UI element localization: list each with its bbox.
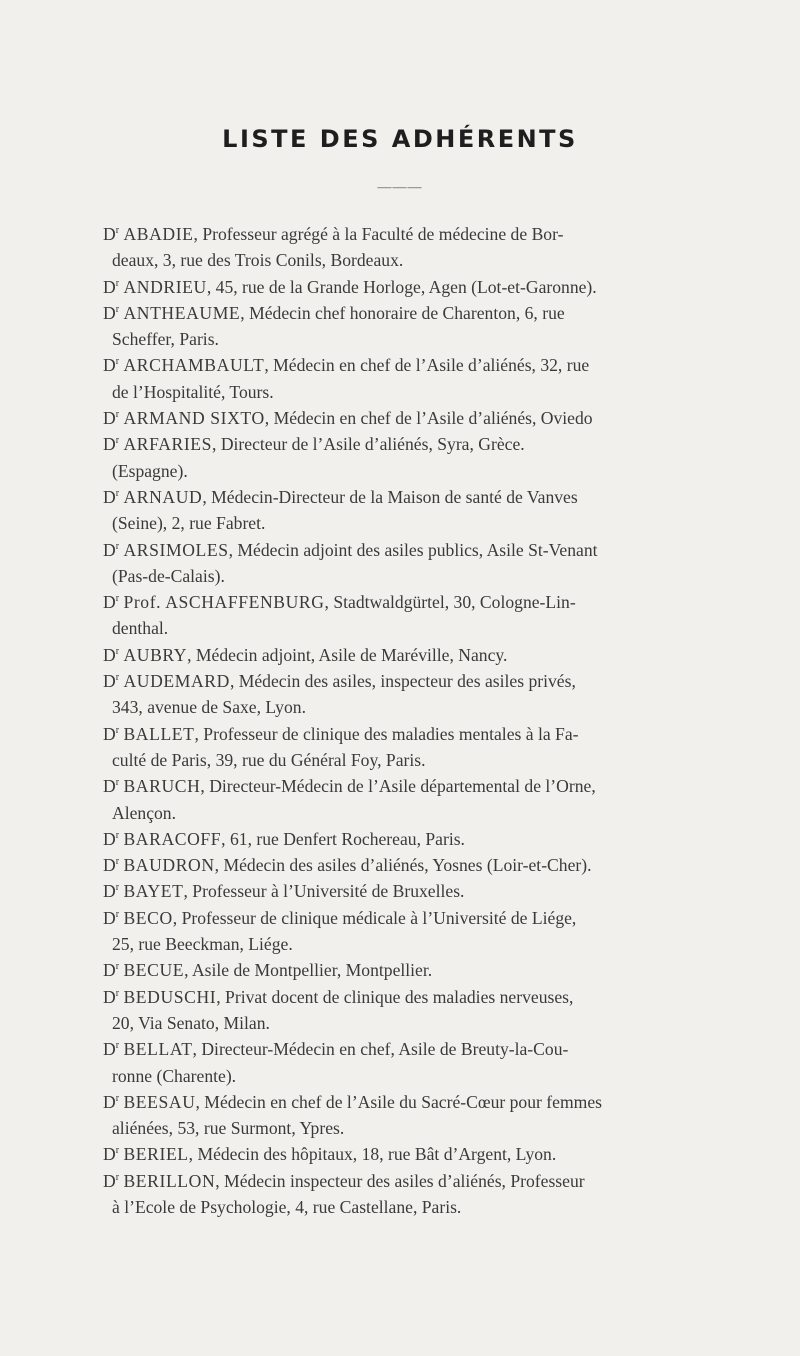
adherent-name: ARMAND SIXTO <box>123 408 265 429</box>
title-prefix: $D^r$ <box>103 355 120 376</box>
adherent-details: , Médecin des asiles d’aliénés, Yosnes (Loir-et-Cher). <box>214 855 592 876</box>
adherent-details: , Professeur de clinique des maladies mentales à la Fa- <box>194 723 579 744</box>
adherent-details: , Médecin en chef de l’Asile d’aliénés, 32, rue <box>264 355 590 376</box>
list-item <box>103 905 736 958</box>
adherent-name: Prof. ASCHAFFENBURG <box>123 592 325 613</box>
list-item <box>103 537 736 590</box>
adherent-name: BECUE <box>123 960 185 981</box>
list-item <box>103 1089 736 1142</box>
adherent-name: ARNAUD <box>123 486 203 507</box>
adherent-name: AUDEMARD <box>123 671 230 692</box>
adherent-details: , 61, rue Denfert Rochereau, Paris. <box>221 828 465 849</box>
adherent-details-continued: à l’Ecole de Psychologie, 4, rue Castellane, Paris. <box>112 1196 462 1217</box>
adherent-details: , Privat docent de clinique des maladies nerveuses, <box>216 986 574 1007</box>
adherent-details-continued: de l’Hospitalité, Tours. <box>112 381 274 402</box>
adherent-name: BELLAT <box>123 1039 193 1060</box>
adherent-details-continued: (Pas-de-Calais). <box>112 565 225 586</box>
adherent-details-continued: ronne (Charente). <box>112 1065 237 1086</box>
list-item <box>103 878 736 904</box>
title-prefix: $D^r$ <box>103 644 120 665</box>
list-item <box>103 984 736 1037</box>
adherent-name: BAUDRON <box>123 855 215 876</box>
adherent-details: , Médecin chef honoraire de Charenton, 6, rue <box>240 302 565 323</box>
adherents-list <box>103 221 736 1220</box>
list-item <box>103 642 736 668</box>
adherent-name: ARCHAMBAULT <box>123 355 265 376</box>
list-item <box>103 300 736 353</box>
title-prefix: $D^r$ <box>103 960 120 981</box>
title-prefix: $D^r$ <box>103 1170 120 1191</box>
adherent-details: , Directeur-Médecin de l’Asile départemental de l’Orne, <box>200 776 596 797</box>
adherent-details-continued: (Espagne). <box>112 460 188 481</box>
title-prefix: $D^r$ <box>103 434 120 455</box>
adherent-details: , Professeur agrégé à la Faculté de médecine de Bor- <box>193 224 564 244</box>
adherent-name: ARFARIES <box>123 434 213 455</box>
adherent-name: AUBRY <box>123 644 188 665</box>
adherent-details: , Professeur de clinique médicale à l’Université de Liége, <box>172 907 577 928</box>
adherent-details-continued: 25, rue Beeckman, Liége. <box>112 934 293 955</box>
list-item <box>103 852 736 878</box>
list-item <box>103 773 736 826</box>
list-item <box>103 1168 736 1221</box>
adherent-details: , Médecin en chef de l’Asile d’aliénés, Oviedo <box>264 408 593 429</box>
adherent-name: BEESAU <box>123 1091 196 1112</box>
adherent-details-continued: culté de Paris, 39, rue du Général Foy, Paris. <box>112 749 426 770</box>
adherent-name: ABADIE <box>123 224 194 244</box>
adherent-name: BEDUSCHI <box>123 986 217 1007</box>
adherent-details: , Médecin des hôpitaux, 18, rue Bât d’Argent, Lyon. <box>188 1144 557 1165</box>
adherent-name: BARACOFF <box>123 828 222 849</box>
list-item <box>103 589 736 642</box>
adherent-details: , Médecin des asiles, inspecteur des asiles privés, <box>229 671 576 692</box>
title-prefix: $D^r$ <box>103 776 120 797</box>
list-item <box>103 668 736 721</box>
title-prefix: $D^r$ <box>103 671 120 692</box>
list-item <box>103 826 736 852</box>
adherent-details: , Médecin adjoint des asiles publics, Asile St-Venant <box>228 539 598 560</box>
title-prefix: $D^r$ <box>103 1039 120 1060</box>
adherent-details: , Asile de Montpellier, Montpellier. <box>184 960 433 981</box>
list-item <box>103 405 736 431</box>
adherent-details: , Médecin adjoint, Asile de Maréville, Nancy. <box>187 644 508 665</box>
adherent-details: , Professeur à l’Université de Bruxelles. <box>183 881 465 902</box>
title-prefix: $D^r$ <box>103 1144 120 1165</box>
adherent-details: , 45, rue de la Grande Horloge, Agen (Lot-et-Garonne). <box>206 276 597 297</box>
adherent-details-continued: (Seine), 2, rue Fabret. <box>112 513 266 534</box>
adherent-details-continued: 20, Via Senato, Milan. <box>112 1012 270 1033</box>
title-prefix: $D^r$ <box>103 408 120 429</box>
adherent-name: BERILLON <box>123 1170 216 1191</box>
adherent-name: ARSIMOLES <box>123 539 229 560</box>
list-item <box>103 221 736 274</box>
adherent-details: , Directeur-Médecin en chef, Asile de Breuty-la-Cou- <box>192 1039 569 1060</box>
list-item <box>103 1036 736 1089</box>
title-prefix: $D^r$ <box>103 986 120 1007</box>
adherent-details-continued: Scheffer, Paris. <box>112 329 219 350</box>
adherent-details: , Médecin-Directeur de la Maison de santé de Vanves <box>202 486 578 507</box>
title-prefix: $D^r$ <box>103 907 120 928</box>
adherent-details-continued: 343, avenue de Saxe, Lyon. <box>112 697 306 718</box>
list-item <box>103 721 736 774</box>
adherent-name: BERIEL <box>123 1144 189 1165</box>
adherent-name: BECO <box>123 907 173 928</box>
title-rule: ——— <box>377 180 423 195</box>
title-prefix: $D^r$ <box>103 828 120 849</box>
adherent-details: , Médecin inspecteur des asiles d’aliénés, Professeur <box>215 1170 585 1191</box>
title-prefix: $D^r$ <box>103 592 120 613</box>
list-item <box>103 431 736 484</box>
adherent-name: BARUCH <box>123 776 201 797</box>
adherent-details: , Stadtwaldgürtel, 30, Cologne-Lin- <box>324 592 576 613</box>
adherent-details-continued: Alençon. <box>112 802 177 823</box>
adherent-details: , Médecin en chef de l’Asile du Sacré-Cœur pour femmes <box>195 1091 602 1112</box>
title-prefix: $D^r$ <box>103 855 120 876</box>
adherent-name: BAYET <box>123 881 184 902</box>
title-prefix: $D^r$ <box>103 302 120 323</box>
list-item <box>103 957 736 983</box>
title-prefix: $D^r$ <box>103 539 120 560</box>
list-item <box>103 484 736 537</box>
list-item <box>103 274 736 300</box>
title-prefix: $D^r$ <box>103 881 120 902</box>
list-item <box>103 1141 736 1167</box>
adherent-details-continued: aliénées, 53, rue Surmont, Ypres. <box>112 1118 345 1139</box>
title-prefix: $D^r$ <box>103 1091 120 1112</box>
adherent-details-continued: denthal. <box>112 618 169 639</box>
adherent-name: ANTHEAUME <box>123 302 241 323</box>
adherent-details-continued: deaux, 3, rue des Trois Conils, Bordeaux. <box>112 250 404 271</box>
adherent-name: ANDRIEU <box>123 276 207 297</box>
page-title: LISTE DES ADHÉRENTS <box>222 125 578 153</box>
title-prefix: $D^r$ <box>103 224 120 244</box>
title-prefix: $D^r$ <box>103 486 120 507</box>
adherent-name: BALLET <box>123 723 195 744</box>
adherent-details: , Directeur de l’Asile d’aliénés, Syra, Grèce. <box>212 434 525 455</box>
title-prefix: $D^r$ <box>103 276 120 297</box>
list-item <box>103 352 736 405</box>
title-prefix: $D^r$ <box>103 723 120 744</box>
